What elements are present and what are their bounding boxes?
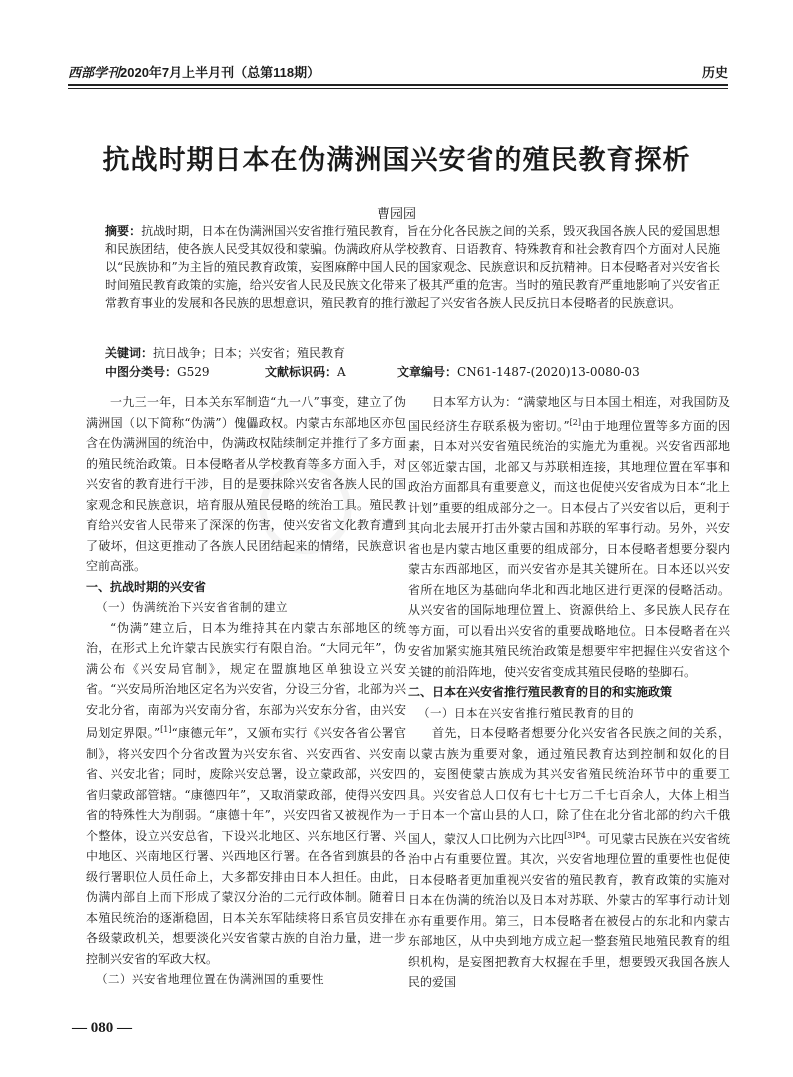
citation-1: [1] [160,725,172,734]
subsection-heading-2-1: （一）日本在兴安省推行殖民教育的目的 [418,705,634,720]
paragraph-1-text-b: “康德元年”，又颁布实行《兴安各省公署官制》，将兴安四个分省改置为兴安东省、兴安西省、兴安南省、兴安北省；同时，废除兴安总署，设立蒙政部，兴安四省归蒙政部管辖。“康德四年”，又取消蒙政部，使得兴安四省的特殊性大为削弱。“康德十年”，兴安四省又被视作为一个整体，设立兴安总省，下设兴北地区、兴东地区行署、兴中地区、兴南地区行署、兴西地区行署。在各省到旗县的各级行署职位人员任命上，大多都安排由日本人担任。由此，伪满内部自上而下形成了蒙汉分治的二元行政体制。随着日本殖民统治的逐渐稳固，日本关东军陆续将日系官员安排在各级蒙政机关，想要淡化兴安省蒙古族的自治力量，进一步控制兴安省的军政大权。 [86,726,406,966]
classification-text: G529 [177,365,210,379]
doc-code-text: A [337,365,346,379]
article-id-label: 文章编号： [397,365,458,379]
right-column [408,392,730,993]
section-tag: 历史 [701,65,728,80]
keywords [105,344,345,361]
paragraph-3-text-b: 。可见蒙古民族在兴安省统治中占有重要位置。其次，兴安省地理位置的重要性也促使日本侵略者更加重视兴安省的殖民教育，教育政策的实施对日本在伪满的统治以及日本对苏联、外蒙古的军事行动计划亦有重要作用。第三，日本侵略者在被侵占的东北和内蒙古东部地区，从中央到地方成立起一整套殖民地殖民教育的组织机构，是妄图把教育大权握在手里，想要毁灭我国各族人民的爱国 [408,831,730,989]
author: 曹园园 [376,207,416,222]
doc-code [265,363,346,380]
running-header [68,60,728,82]
keywords-text: 抗日战争；日本；兴安省；殖民教育 [153,346,346,360]
header-rule-thick [68,84,728,86]
section-heading-1: 一、抗战时期的兴安省 [86,579,207,594]
page-number: — 080 — [72,1020,132,1036]
citation-3: [3]P4 [564,830,586,840]
paragraph-1-text-a: “伪满”建立后，日本为维持其在内蒙古东部地区的统治，在形式上允许蒙古民族实行有限自治。“大同元年”，伪满公布《兴安局官制》，规定在盟旗地区单独设立兴安省。“兴安局所治地区定名为兴安省，分设三分省，北部为兴安北分省，南部为兴安南分省，东部为兴安东分省，由兴安局划定界限。” [86,620,406,740]
abstract-label: 摘要： [105,224,142,238]
journal-name [68,62,320,81]
classification-label: 中图分类号： [105,365,178,379]
header-rule-thin [68,88,728,89]
subsection-heading-1-2: （二）兴安省地理位置在伪满洲国的重要性 [96,972,324,986]
paragraph-3 [408,723,730,993]
left-column [86,392,406,990]
paragraph-2-text-b: 由于地理位置等多方面的因素，日本对兴安省殖民统治的实施尤为重视。兴安省西部地区邻近蒙古国，北部又与苏联相连接，其地理位置在军事和政治方面都具有重要意义，而这也促使兴安省成为日本“北上计划”重要的组成部分之一。日本侵占了兴安省以后，更利于其向北去展开打击外蒙古国和苏联的军事行动。另外，兴安省也是内蒙古地区重要的组成部分，日本侵略者想要分裂内蒙古东西部地区，而兴安省亦是其关键所在。日本还以兴安省所在地区为基础向华北和西北地区进行更深的侵略活动。从兴安省的国际地理位置上、资源供给上、多民族人民存在等方面，可以看出兴安省的重要战略地位。日本侵略者在兴安省加紧实施其殖民统治政策是想要牢牢把握住兴安省这个关键的前沿阵地，使兴安省变成其殖民侵略的垫脚石。 [408,418,730,679]
journal-logo: 西部学刊 [68,66,121,81]
intro-paragraph: 一九三一年，日本关东军制造“九一八”事变，建立了伪满洲国（以下简称“伪满”）傀儡政权。内蒙古东部地区亦包含在伪满洲国的统治中，伪满政权陆续制定并推行了多方面的殖民统治政策。日本侵略者从学校教育等多方面入手，对兴安省的教育进行干涉，目的是要抹除兴安省各族人民的国家观念和民族意识，培育服从殖民侵略的统治工具。殖民教育给兴安省人民带来了深深的伤害，使兴安省文化教育遭到了破坏，但这更推动了各族人民团结起来的情绪，民族意识空前高涨。 [86,395,406,573]
paragraph-3-text-a: 首先，日本侵略者想要分化兴安省各民族之间的关系，以蒙古族为重要对象，通过殖民教育达到控制和奴化的目的，妄图使蒙古族成为其兴安省殖民统治环节中的重要工具。兴安省总人口仅有七十七万二千七百余人，大体上相当于日本一个富山县的人口，除了住在北分省北部的约六千俄国人，蒙汉人口比例为六比四 [408,726,730,846]
doc-code-label: 文献标识码： [265,365,338,379]
classification [105,363,210,380]
section-heading-2: 二、日本在兴安省推行殖民教育的目的和实施政策 [408,685,673,699]
abstract [105,222,720,312]
abstract-text: 抗战时期，日本在伪满洲国兴安省推行殖民教育，旨在分化各民族之间的关系，毁灭我国各族人民的爱国思想和民族团结，使各族人民受其奴役和蒙骗。伪满政府从学校教育、日语教育、特殊教育和社会教育四个方面对人民施以“民族协和”为主旨的殖民教育政策，妄图麻醉中国人民的国家观念、民族意识和反抗精神。日本侵略者对兴安省长时间殖民教育政策的实施，给兴安省人民及民族文化带来了极其严重的危害。当时的殖民教育严重地影响了兴安省正常教育事业的发展和各民族的思想意识，殖民教育的推行激起了兴安省各族人民反抗日本侵略者的民族意识。 [105,224,720,310]
paragraph-1 [86,618,406,970]
article-id [397,363,640,380]
paragraph-2 [408,392,730,682]
article-title: 抗战时期日本在伪满洲国兴安省的殖民教育探析 [102,145,691,176]
article-id-text: CN61-1487-(2020)13-0080-03 [457,365,640,379]
citation-2: [2] [569,417,581,427]
subsection-heading-1-1: （一）伪满统治下兴安省省制的建立 [96,600,288,614]
keywords-label: 关键词： [105,346,154,360]
paragraph-2-text-a: 日本军方认为：“满蒙地区与日本国土相连，对我国防及国民经济生存联系极为密切。” [408,395,730,433]
issue-info: 2020年7月上半月刊（总第118期） [120,65,321,80]
